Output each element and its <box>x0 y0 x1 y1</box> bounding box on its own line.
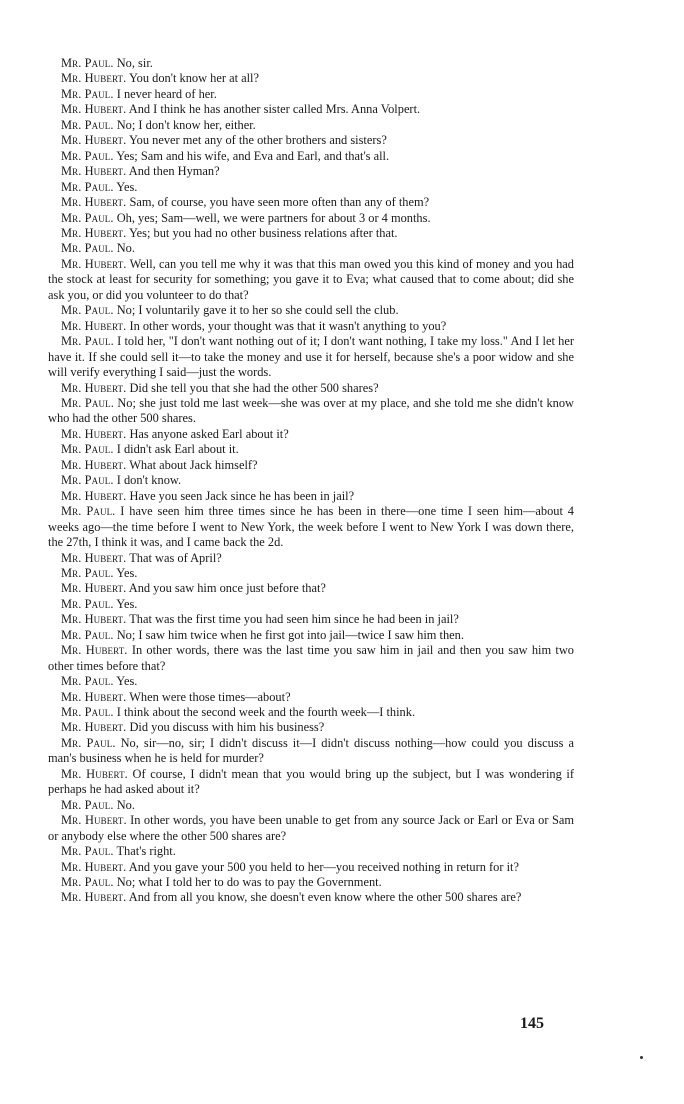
speaker-label: Mr. Hubert. <box>61 256 127 271</box>
transcript-paragraph <box>48 195 574 210</box>
transcript-paragraph <box>48 890 574 905</box>
transcript-paragraph <box>48 798 574 813</box>
speaker-label: Mr. Paul. <box>61 334 114 349</box>
utterance-text: In other words, there was the last time you saw him in jail and then you saw him two other times before that? <box>48 643 575 673</box>
transcript-paragraph <box>48 396 574 427</box>
transcript-paragraph <box>48 674 574 689</box>
transcript-paragraph <box>48 736 574 767</box>
speaker-label: Mr. Paul. <box>61 86 114 101</box>
transcript-paragraph <box>48 257 574 303</box>
speaker-label: Mr. Hubert. <box>61 890 127 905</box>
utterance-text: I never heard of her. <box>116 86 217 101</box>
speaker-label: Mr. Paul. <box>61 395 114 410</box>
page-number: 145 <box>520 1015 544 1032</box>
transcript-paragraph <box>48 133 574 148</box>
utterance-text: In other words, your thought was that it wasn't anything to you? <box>129 318 447 333</box>
transcript-paragraph <box>48 628 574 643</box>
transcript-paragraph <box>48 180 574 195</box>
transcript-paragraph <box>48 581 574 596</box>
utterance-text: Yes. <box>116 674 138 689</box>
transcript-paragraph <box>48 566 574 581</box>
speaker-label: Mr. Paul. <box>61 210 114 225</box>
transcript-paragraph <box>48 489 574 504</box>
transcript-paragraph <box>48 381 574 396</box>
utterance-text: In other words, you have been unable to get from any source Jack or Earl or Eva or Sam or anybody else where the other 500 shares are? <box>48 813 574 843</box>
speaker-label: Mr. Paul. <box>61 565 114 580</box>
speaker-label: Mr. Hubert. <box>61 581 127 596</box>
utterance-text: I have seen him three times since he has been in there—one time I seen him—about 4 weeks ago—the time before I went to New York, the week before I went to New York I was down there, the 27th, I think it was, and I came back the 2d. <box>48 504 575 550</box>
speaker-label: Mr. Hubert. <box>61 720 127 735</box>
speaker-label: Mr. Paul. <box>61 875 114 890</box>
speaker-label: Mr. Paul. <box>61 241 114 256</box>
transcript-paragraph <box>48 844 574 859</box>
speaker-label: Mr. Paul. <box>61 844 114 859</box>
utterance-text: Yes. <box>116 565 138 580</box>
utterance-text: Yes. <box>116 179 138 194</box>
utterance-text: Well, can you tell me why it was that this man owed you this kind of money and you had the stock at least for security for something; you gave it to Eva; what caused that to come about; did she ask you, or did you volunteer to do that? <box>48 256 574 302</box>
utterance-text: That was the first time you had seen him since he had been in jail? <box>129 612 459 627</box>
utterance-text: When were those times—about? <box>129 689 291 704</box>
utterance-text: No, sir. <box>116 56 153 70</box>
speaker-label: Mr. Hubert. <box>61 133 127 148</box>
utterance-text: I didn't ask Earl about it. <box>116 442 239 457</box>
utterance-text: Oh, yes; Sam—well, we were partners for about 3 or 4 months. <box>116 210 431 225</box>
utterance-text: No; she just told me last week—she was over at my place, and she told me she didn't know who had the other 500 shares. <box>48 395 574 426</box>
speaker-label: Mr. Hubert. <box>61 318 127 333</box>
utterance-text: I think about the second week and the fourth week—I think. <box>116 705 416 720</box>
utterance-text: Yes; but you had no other business relations after that. <box>128 225 398 240</box>
transcript-paragraph <box>48 71 574 86</box>
utterance-text: Yes; Sam and his wife, and Eva and Earl, and that's all. <box>116 148 390 163</box>
print-speck <box>640 1056 643 1059</box>
utterance-text: What about Jack himself? <box>129 457 258 472</box>
speaker-label: Mr. Hubert. <box>61 813 127 828</box>
utterance-text: I told her, "I don't want nothing out of it; I don't want nothing, I take my loss." And I let her have it. If she could sell it—to take the money and use it for herself, because she's a poor widow and she will verify everything I said—just the words. <box>48 334 574 380</box>
utterance-text: You never met any of the other brothers and sisters? <box>128 133 387 148</box>
utterance-text: And I think he has another sister called Mrs. Anna Volpert. <box>128 102 421 117</box>
speaker-label: Mr. Paul. <box>61 56 114 70</box>
speaker-label: Mr. Hubert. <box>61 164 127 179</box>
utterance-text: No, sir—no, sir; I didn't discuss it—I didn't discuss nothing—how could you discuss a man's business when he is held for murder? <box>48 735 574 766</box>
transcript-paragraph <box>48 334 574 380</box>
utterance-text: No. <box>116 797 135 812</box>
transcript-paragraph <box>48 102 574 117</box>
speaker-label: Mr. Paul. <box>61 596 114 611</box>
transcript-paragraph <box>48 241 574 256</box>
speaker-label: Mr. Paul. <box>61 705 114 720</box>
speaker-label: Mr. Paul. <box>61 473 114 488</box>
transcript-paragraph <box>48 504 574 550</box>
speaker-label: Mr. Hubert. <box>61 426 127 441</box>
transcript-paragraph <box>48 56 574 71</box>
transcript-paragraph <box>48 767 574 798</box>
speaker-label: Mr. Hubert. <box>61 689 127 704</box>
utterance-text: That was of April? <box>129 550 222 565</box>
utterance-text: No. <box>116 241 135 256</box>
speaker-label: Mr. Paul. <box>61 303 114 318</box>
utterance-text: No; I saw him twice when he first got into jail—twice I saw him then. <box>116 627 464 642</box>
utterance-text: And you gave your 500 you held to her—you received nothing in return for it? <box>128 859 519 874</box>
transcript-paragraph <box>48 211 574 226</box>
speaker-label: Mr. Hubert. <box>61 380 127 395</box>
speaker-label: Mr. Hubert. <box>61 102 127 117</box>
transcript-paragraph <box>48 813 574 844</box>
utterance-text: And then Hyman? <box>128 164 220 179</box>
transcript-paragraph <box>48 860 574 875</box>
transcript-paragraph <box>48 551 574 566</box>
utterance-text: And you saw him once just before that? <box>128 581 326 596</box>
transcript-paragraph <box>48 597 574 612</box>
utterance-text: Of course, I didn't mean that you would bring up the subject, but I was wondering if perhaps he had asked about it? <box>48 766 574 797</box>
utterance-text: That's right. <box>116 844 176 859</box>
utterance-text: You don't know her at all? <box>128 71 259 86</box>
speaker-label: Mr. Hubert. <box>61 195 127 210</box>
utterance-text: No; I don't know her, either. <box>116 117 256 132</box>
speaker-label: Mr. Hubert. <box>61 225 127 240</box>
speaker-label: Mr. Hubert. <box>61 766 128 781</box>
utterance-text: I don't know. <box>116 473 182 488</box>
transcript-paragraph <box>48 875 574 890</box>
utterance-text: Did you discuss with him his business? <box>129 720 325 735</box>
transcript-paragraph <box>48 458 574 473</box>
transcript-paragraph <box>48 442 574 457</box>
utterance-text: Sam, of course, you have seen more often than any of them? <box>129 195 430 210</box>
utterance-text: No; what I told her to do was to pay the Government. <box>116 875 382 890</box>
transcript-paragraph <box>48 149 574 164</box>
speaker-label: Mr. Hubert. <box>61 550 127 565</box>
transcript-paragraph <box>48 303 574 318</box>
utterance-text: Has anyone asked Earl about it? <box>129 426 289 441</box>
speaker-label: Mr. Hubert. <box>61 457 127 472</box>
transcript-page <box>48 56 574 906</box>
speaker-label: Mr. Paul. <box>61 674 114 689</box>
speaker-label: Mr. Hubert. <box>61 71 127 86</box>
utterance-text: Have you seen Jack since he has been in jail? <box>129 488 355 503</box>
speaker-label: Mr. Paul. <box>61 442 114 457</box>
speaker-label: Mr. Hubert. <box>61 859 127 874</box>
transcript-paragraph <box>48 118 574 133</box>
speaker-label: Mr. Paul. <box>61 148 114 163</box>
transcript-paragraph <box>48 319 574 334</box>
speaker-label: Mr. Paul. <box>61 797 114 812</box>
transcript-paragraph <box>48 643 574 674</box>
transcript-paragraph <box>48 690 574 705</box>
utterance-text: And from all you know, she doesn't even know where the other 500 shares are? <box>128 890 522 905</box>
speaker-label: Mr. Hubert. <box>61 612 127 627</box>
transcript-paragraph <box>48 164 574 179</box>
utterance-text: No; I voluntarily gave it to her so she could sell the club. <box>116 303 399 318</box>
utterance-text: Did she tell you that she had the other 500 shares? <box>129 380 379 395</box>
transcript-paragraph <box>48 427 574 442</box>
speaker-label: Mr. Paul. <box>61 117 114 132</box>
speaker-label: Mr. Paul. <box>61 627 114 642</box>
speaker-label: Mr. Paul. <box>61 735 116 750</box>
transcript-paragraph <box>48 705 574 720</box>
speaker-label: Mr. Paul. <box>61 179 114 194</box>
speaker-label: Mr. Paul. <box>61 504 116 519</box>
speaker-label: Mr. Hubert. <box>61 643 128 658</box>
transcript-paragraph <box>48 87 574 102</box>
speaker-label: Mr. Hubert. <box>61 488 127 503</box>
utterance-text: Yes. <box>116 596 138 611</box>
transcript-paragraph <box>48 473 574 488</box>
transcript-paragraph <box>48 612 574 627</box>
transcript-paragraph <box>48 720 574 735</box>
transcript-paragraph <box>48 226 574 241</box>
